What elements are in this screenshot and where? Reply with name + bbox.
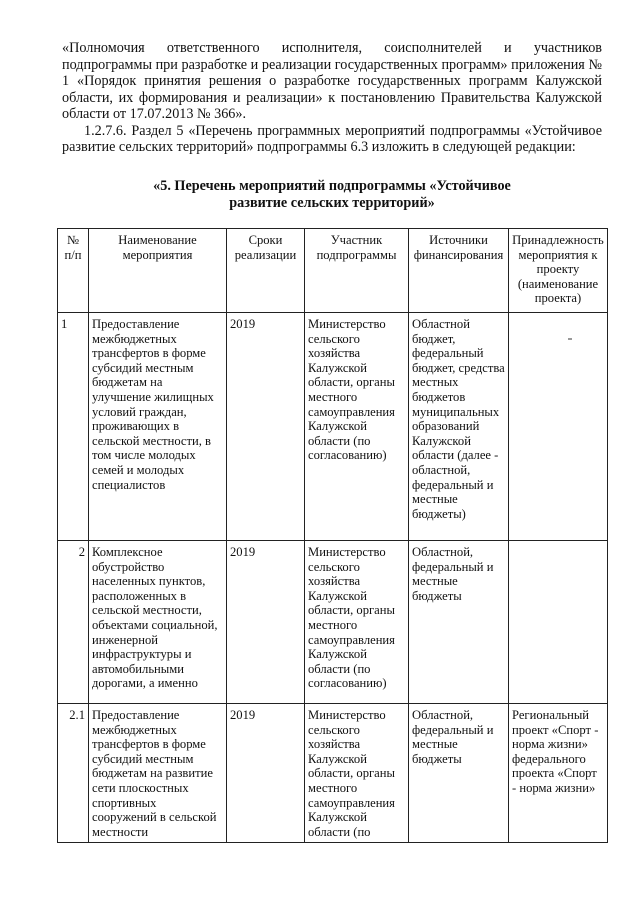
header-number: № п/п xyxy=(58,229,89,313)
table-header-row xyxy=(58,229,608,313)
section-title-line-2: развитие сельских территорий» xyxy=(229,194,435,211)
table-row xyxy=(58,313,608,541)
section-title-line-1: «5. Перечень мероприятий подпрограммы «Устойчивое xyxy=(153,178,511,194)
section-title xyxy=(62,178,602,211)
row-source: Областной бюджет, федеральный бюджет, средства местных бюджетов муниципальных образований Калужской области (далее - областной, федеральный и местные бюджеты) xyxy=(409,313,509,541)
scan-speck xyxy=(568,338,572,340)
row-name: Предоставление межбюджетных трансфертов в форме субсидий местным бюджетам на развитие сети плоскостных спортивных сооружений в сельской местности xyxy=(89,704,227,843)
row-term: 2019 xyxy=(227,313,305,541)
header-term: Сроки реализации xyxy=(227,229,305,313)
row-number: 1 xyxy=(58,313,89,541)
row-number: 2.1 xyxy=(58,704,89,843)
header-source: Источники финансирования xyxy=(409,229,509,313)
row-project: Региональный проект «Спорт - норма жизни» федерального проекта «Спорт - норма жизни» xyxy=(509,704,608,843)
measures-table xyxy=(57,228,608,843)
row-participant: Министерство сельского хозяйства Калужской области, органы местного самоуправления Калужской области (по согласованию) xyxy=(305,313,409,541)
row-name: Комплексное обустройство населенных пунктов, расположенных в сельской местности, объектами социальной, инженерной инфраструктуры и автомобильными дорогами, а именно xyxy=(89,541,227,704)
intro-paragraph-2: 1.2.7.6. Раздел 5 «Перечень программных мероприятий подпрограммы «Устойчивое развитие сельских территорий» подпрограммы 6.3 изложить в следующей редакции: xyxy=(62,122,602,155)
intro-text xyxy=(62,40,602,156)
row-project xyxy=(509,313,608,541)
row-term: 2019 xyxy=(227,704,305,843)
header-name: Наименование мероприятия xyxy=(89,229,227,313)
table-row xyxy=(58,704,608,843)
row-project xyxy=(509,541,608,704)
row-name: Предоставление межбюджетных трансфертов в форме субсидий местным бюджетам на улучшение жилищных условий граждан, проживающих в сельской местности, в том числе молодых семей и молодых специалистов xyxy=(89,313,227,541)
intro-paragraph-1: «Полномочия ответственного исполнителя, соисполнителей и участников подпрограммы при разработке и реализации государственных программ» приложения № 1 «Порядок принятия решения о разработке государственных программ Калужской области, их формирования и реализации» к постановлению Правительства Калужской области от 17.07.2013 № 366». xyxy=(62,40,602,122)
row-term: 2019 xyxy=(227,541,305,704)
row-source: Областной, федеральный и местные бюджеты xyxy=(409,541,509,704)
row-participant: Министерство сельского хозяйства Калужской области, органы местного самоуправления Калужской области (по согласованию) xyxy=(305,541,409,704)
row-source: Областной, федеральный и местные бюджеты xyxy=(409,704,509,843)
row-number: 2 xyxy=(58,541,89,704)
header-participant: Участник подпрограммы xyxy=(305,229,409,313)
table-row xyxy=(58,541,608,704)
row-participant: Министерство сельского хозяйства Калужской области, органы местного самоуправления Калужской области (по xyxy=(305,704,409,843)
header-project: Принадлежность мероприятия к проекту (наименование проекта) xyxy=(509,229,608,313)
